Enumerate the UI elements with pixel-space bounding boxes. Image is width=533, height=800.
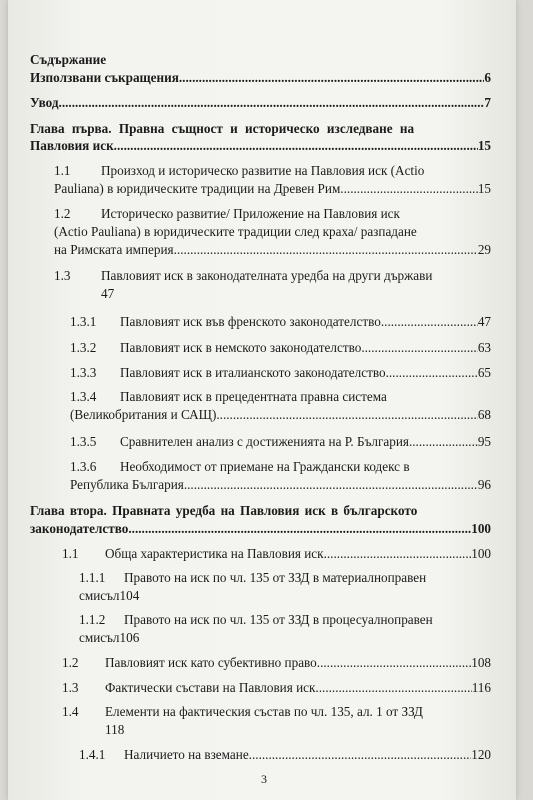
- toc-entry-title: Използвани съкращения: [30, 70, 179, 85]
- section-number: 1.3.4: [70, 389, 97, 404]
- toc-entry-title: Правото на иск по чл. 135 от ЗЗД в процесуалноправен: [124, 612, 433, 627]
- toc-entry-title: смисъл104: [79, 588, 140, 603]
- toc-entry-title: Увод: [30, 95, 59, 110]
- toc-entry-title: (Великобритания и САЩ): [70, 407, 217, 422]
- toc-entry-title: Република България: [70, 477, 184, 492]
- dot-leader: [317, 655, 471, 671]
- section-number: 1.1: [62, 546, 79, 561]
- section-number: 1.1: [54, 163, 71, 178]
- toc-entry-title: Наличието на вземане: [124, 747, 249, 762]
- toc-entry-title: Правото на иск по чл. 135 от ЗЗД в материалноправен: [124, 570, 427, 585]
- toc-entry-title: смисъл106: [79, 630, 140, 645]
- table-of-contents: [8, 0, 516, 800]
- toc-page-number: 116: [471, 680, 491, 695]
- toc-entry-title: законодателство: [30, 521, 129, 536]
- book-page: [8, 0, 516, 800]
- toc-page-number: 100: [471, 521, 491, 536]
- toc-entry-title: Елементи на фактическия състав по чл. 135, ал. 1 от ЗЗД: [105, 704, 423, 719]
- section-number: 1.4: [62, 704, 79, 719]
- toc-page-number: 29: [477, 242, 491, 257]
- section-number: 1.2: [62, 655, 79, 670]
- section-number: 1.4.1: [79, 747, 106, 762]
- toc-page-number: 68: [477, 407, 491, 422]
- toc-chapter-one-title: Глава първа. Правна същност и историческо изследване на: [30, 121, 415, 136]
- dot-leader: [59, 95, 485, 111]
- toc-entry-title: (Actio Pauliana) в юридическите традиции след краха/ разпадане: [54, 224, 417, 239]
- toc-entry-1-3-2: [120, 340, 491, 356]
- toc-entry-title: Павловият иск като субективно право: [105, 655, 317, 670]
- dot-leader: [216, 407, 477, 423]
- toc-entry-title: Историческо развитие/ Приложение на Павловия иск: [101, 206, 400, 221]
- toc-heading: Съдържание: [30, 52, 107, 67]
- toc-entry-title: Pauliana) в юридическите традиции на Древен Рим: [54, 181, 341, 196]
- section-number: 1.3.6: [70, 459, 97, 474]
- toc-entry-title: Необходимост от приемане на Граждански кодекс в: [120, 459, 410, 474]
- toc-entry-title: Произход и историческо развитие на Павловия иск (Actio: [101, 163, 425, 178]
- page-number: 3: [261, 772, 267, 786]
- section-number: 1.3: [62, 680, 79, 695]
- toc-entry-1-3-3: [120, 365, 491, 381]
- dot-leader: [174, 242, 478, 258]
- toc-entry-title: Сравнителен анализ с достиженията на Р. България: [120, 434, 409, 449]
- section-number: 1.2: [54, 206, 71, 221]
- toc-chapter-two: [30, 521, 491, 537]
- toc-entry-1-2: [54, 242, 491, 258]
- toc-page-number: 96: [477, 477, 491, 492]
- toc-entry-1-3-6: [70, 477, 491, 493]
- dot-leader: [386, 365, 478, 381]
- dot-leader: [128, 521, 471, 537]
- dot-leader: [315, 680, 471, 696]
- section-number: 1.3: [54, 268, 71, 283]
- toc-entry-1-3-4: [70, 407, 491, 423]
- dot-leader: [179, 70, 485, 86]
- toc-entry-2-1-2: [105, 655, 491, 671]
- toc-entry-title: Павловият иск в законодателната уредба на други държави: [101, 268, 433, 283]
- toc-entry-2-1-4-1: [124, 747, 491, 763]
- toc-entry-title: Павловият иск в италианското законодателство: [120, 365, 386, 380]
- section-number: 1.3.5: [70, 434, 97, 449]
- toc-page-number: 108: [471, 655, 491, 670]
- toc-page-number: 15: [477, 181, 491, 196]
- toc-entry-abbreviations: [30, 70, 491, 86]
- toc-chapter-one: [30, 138, 491, 154]
- toc-page-number: 95: [477, 434, 491, 449]
- toc-entry-introduction: [30, 95, 491, 111]
- dot-leader: [114, 138, 478, 154]
- section-number: 1.1.1: [79, 570, 106, 585]
- toc-entry-title: Фактически състави на Павловия иск: [105, 680, 316, 695]
- toc-page-number: 118: [105, 722, 125, 737]
- toc-entry-title: Павловия иск: [30, 138, 114, 153]
- section-number: 1.1.2: [79, 612, 106, 627]
- toc-entry-2-1-3: [105, 680, 491, 696]
- dot-leader: [184, 477, 478, 493]
- toc-page-number: 63: [477, 340, 491, 355]
- dot-leader: [361, 340, 477, 356]
- dot-leader: [381, 314, 478, 330]
- dot-leader: [409, 434, 478, 450]
- dot-leader: [340, 181, 478, 197]
- dot-leader: [249, 747, 472, 763]
- section-number: 1.3.1: [70, 314, 97, 329]
- toc-page-number: 65: [477, 365, 491, 380]
- toc-page-number: 100: [471, 546, 491, 561]
- toc-entry-1-3-5: [120, 434, 491, 450]
- toc-page-number: 47: [101, 286, 115, 301]
- toc-entry-title: Павловият иск в немското законодателство: [120, 340, 362, 355]
- dot-leader: [324, 546, 472, 562]
- toc-page-number: 6: [484, 70, 491, 85]
- toc-entry-1-3-1: [120, 314, 491, 330]
- section-number: 1.3.2: [70, 340, 97, 355]
- toc-page-number: 120: [471, 747, 491, 762]
- toc-entry-title: на Римската империя: [54, 242, 174, 257]
- toc-entry-title: Павловият иск във френското законодателство: [120, 314, 381, 329]
- toc-page-number: 7: [484, 95, 491, 110]
- toc-page-number: 47: [477, 314, 491, 329]
- toc-entry-2-1-1: [105, 546, 491, 562]
- toc-chapter-two-title: Глава втора. Правната уредба на Павловия иск в българското: [30, 503, 418, 518]
- toc-entry-title: Обща характеристика на Павловия иск: [105, 546, 324, 561]
- section-number: 1.3.3: [70, 365, 97, 380]
- toc-entry-1-1: [54, 181, 491, 197]
- toc-page-number: 15: [477, 138, 491, 153]
- toc-entry-title: Павловият иск в прецедентната правна система: [120, 389, 387, 404]
